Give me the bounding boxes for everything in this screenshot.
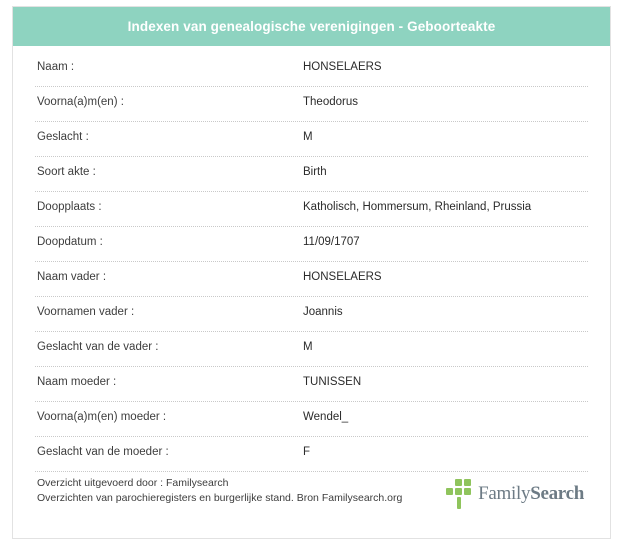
footer-text	[37, 476, 467, 506]
field-value: TUNISSEN	[303, 376, 362, 388]
field-label: Doopplaats :	[37, 201, 102, 213]
field-value: F	[303, 446, 311, 458]
field-value: Wendel_	[303, 411, 349, 423]
field-label: Geslacht :	[37, 131, 89, 143]
table-row	[35, 227, 588, 262]
record-card	[12, 6, 611, 539]
field-label: Geslacht van de moeder :	[37, 446, 169, 458]
field-value: Joannis	[303, 306, 343, 318]
field-value: Katholisch, Hommersum, Rheinland, Prussia	[303, 201, 532, 213]
field-label: Voorna(a)m(en) :	[37, 96, 124, 108]
table-row	[35, 192, 588, 227]
field-value: Theodorus	[303, 96, 358, 108]
table-row	[35, 157, 588, 192]
familysearch-logo	[444, 472, 584, 516]
logo-text-bold: Search	[530, 483, 584, 504]
logo-text-light: Family	[478, 483, 531, 504]
table-row	[35, 367, 588, 402]
field-value: HONSELAERS	[303, 61, 382, 73]
table-row	[35, 262, 588, 297]
table-row	[35, 437, 588, 472]
field-label: Geslacht van de vader :	[37, 341, 159, 353]
field-value: Birth	[303, 166, 327, 178]
field-value: HONSELAERS	[303, 271, 382, 283]
field-label: Naam :	[37, 61, 75, 73]
familysearch-wordmark	[478, 483, 584, 505]
record-fields	[13, 46, 610, 538]
table-row	[35, 297, 588, 332]
field-label: Doopdatum :	[37, 236, 103, 248]
table-row	[35, 52, 588, 87]
field-value: M	[303, 341, 313, 353]
field-label: Voorna(a)m(en) moeder :	[37, 411, 167, 423]
table-row	[35, 87, 588, 122]
footer-line-source: Overzicht uitgevoerd door : Familysearch	[37, 477, 229, 489]
field-value: 11/09/1707	[303, 236, 360, 248]
field-label: Naam vader :	[37, 271, 107, 283]
field-value: M	[303, 131, 313, 143]
record-footer	[35, 472, 588, 534]
page-title: Indexen van genealogische verenigingen - Geboorteakte	[13, 7, 610, 46]
table-row	[35, 122, 588, 157]
table-row	[35, 332, 588, 367]
field-label: Naam moeder :	[37, 376, 117, 388]
table-row	[35, 402, 588, 437]
footer-line-description: Overzichten van parochieregisters en burgerlijke stand. Bron Familysearch.org	[37, 492, 403, 504]
field-label: Voornamen vader :	[37, 306, 135, 318]
tree-icon	[444, 479, 474, 509]
field-label: Soort akte :	[37, 166, 96, 178]
